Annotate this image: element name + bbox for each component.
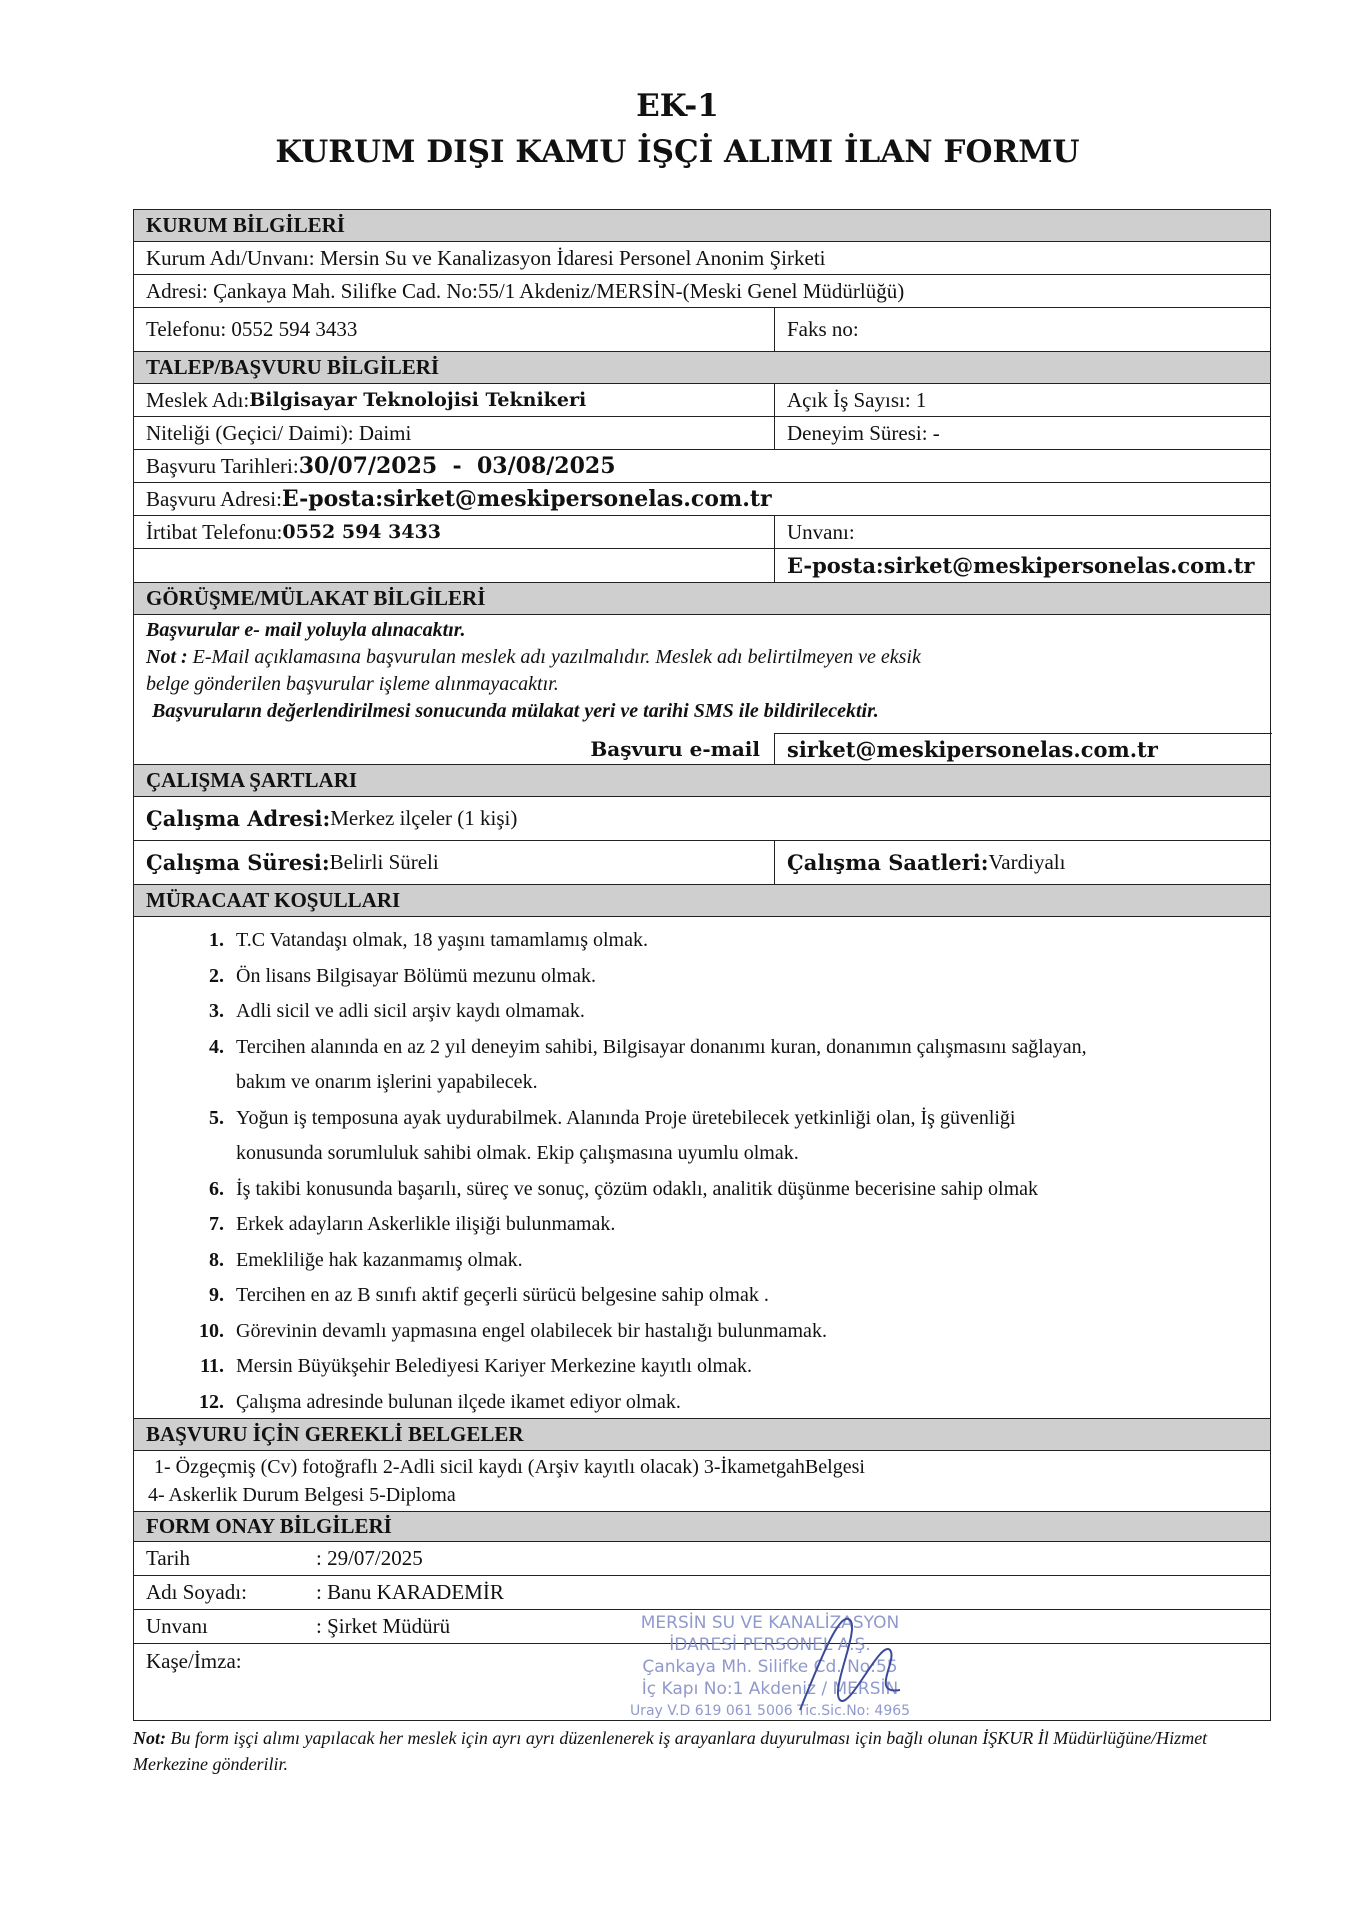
section-onay-header xyxy=(134,1512,1270,1542)
onay-label: Unvanı xyxy=(146,1614,208,1638)
stamp-line: Uray V.D 619 061 5006 Tic.Sic.No: 4965 xyxy=(629,1703,911,1719)
section-talep-header xyxy=(134,352,1270,384)
talep-meslek-row xyxy=(134,384,1270,417)
talep-eposta-row xyxy=(134,549,1270,583)
onay-row xyxy=(134,1542,1270,1576)
stamp-line: MERSİN SU VE KANALİZASYON xyxy=(640,1613,900,1633)
meslek-label: Meslek Adı: xyxy=(146,387,250,412)
section-calisma-header xyxy=(134,765,1270,797)
condition-number: 11. xyxy=(200,1355,224,1377)
talep-unvan: Unvanı: xyxy=(774,516,1272,548)
kurum-telefon: Telefonu: 0552 594 3433 xyxy=(146,317,358,341)
gorusme-line2-text: E-Mail açıklamasına başvurulan meslek adı yazılmalıdır. Meslek adı belirtilmeyen ve eksik xyxy=(192,646,921,668)
meslek-value: Bilgisayar Teknolojisi Teknikeri xyxy=(249,389,587,411)
gorusme-line3: belge gönderilen başvurular işleme alınmayacaktır. xyxy=(146,673,559,695)
condition-text: Adli sicil ve adli sicil arşiv kaydı olmamak. xyxy=(236,1000,585,1022)
stamp-line: İDARESİ PERSONEL A.Ş. xyxy=(669,1635,871,1655)
talep-adres-row xyxy=(134,483,1270,516)
condition-item xyxy=(186,1276,769,1314)
kurum-ad: Kurum Adı/Unvanı: Mersin Su ve Kanalizasyon İdaresi Personel Anonim Şirketi xyxy=(146,245,826,270)
condition-text: Tercihen alanında en az 2 yıl deneyim sahibi, Bilgisayar donanımı kuran, donanımın çalışmasını sağlayan, xyxy=(236,1035,1087,1058)
gorusme-notes xyxy=(134,615,1270,733)
condition-item xyxy=(186,992,585,1030)
calisma-saat-value: Vardiyalı xyxy=(988,850,1066,874)
condition-number: 8. xyxy=(209,1248,224,1271)
condition-item xyxy=(186,1312,827,1350)
talep-irtibat xyxy=(134,516,774,548)
condition-item xyxy=(186,1170,1038,1208)
belgeler-text xyxy=(148,1453,865,1509)
onay-label: Tarih xyxy=(146,1546,191,1570)
condition-number: 1. xyxy=(209,929,224,951)
condition-text: bakım ve onarım işlerini yapabilecek. xyxy=(236,1071,538,1093)
talep-irtibat-row xyxy=(134,516,1270,549)
form-table xyxy=(133,209,1271,1721)
condition-text: T.C Vatandaşı olmak, 18 yaşını tamamlamış olmak. xyxy=(236,929,648,951)
condition-item xyxy=(186,921,648,959)
condition-number: 2. xyxy=(209,964,224,987)
condition-number: 6. xyxy=(209,1177,224,1200)
section-title: TALEP/BAŞVURU BİLGİLERİ xyxy=(146,355,440,379)
condition-number: 10. xyxy=(199,1319,224,1342)
signature xyxy=(780,1600,920,1730)
condition-text: konusunda sorumluluk sahibi olmak. Ekip çalışmasına uyumlu olmak. xyxy=(236,1142,799,1164)
condition-text: Mersin Büyükşehir Belediyesi Kariyer Merkezine kayıtlı olmak. xyxy=(236,1355,752,1377)
talep-tarih-row xyxy=(134,450,1270,483)
calisma-adres-value: Merkez ilçeler (1 kişi) xyxy=(330,806,518,830)
calisma-adres-label: Çalışma Adresi: xyxy=(146,806,331,831)
condition-item xyxy=(186,1347,752,1385)
condition-item xyxy=(186,1205,615,1243)
condition-number: 9. xyxy=(209,1284,224,1306)
calisma-sure-label: Çalışma Süresi: xyxy=(146,850,330,875)
condition-text: Emekliliğe hak kazanmamış olmak. xyxy=(236,1248,523,1271)
adres-value: E-posta:sirket@meskipersonelas.com.tr xyxy=(281,486,772,512)
email-value: sirket@meskipersonelas.com.tr xyxy=(774,733,1272,764)
condition-number: 7. xyxy=(209,1213,224,1235)
footnote-label: Not: xyxy=(133,1728,171,1748)
kurum-adres-row xyxy=(134,275,1270,308)
condition-number: 4. xyxy=(209,1035,224,1058)
kurum-faks: Faks no: xyxy=(774,308,1272,351)
onay-value: : Banu KARADEMİR xyxy=(316,1580,504,1604)
calisma-adres-row xyxy=(134,797,1270,841)
footnote-text: Bu form işçi alımı yapılacak her meslek için ayrı ayrı düzenlenerek iş arayanlara duyurulması için bağlı olunan İŞKUR İl Müdürlüğüne/Hizmet Merkezine gönderilir. xyxy=(133,1728,1208,1774)
calisma-sure xyxy=(134,841,774,884)
kurum-adres: Adresi: Çankaya Mah. Silifke Cad. No:55/1 Akdeniz/MERSİN-(Meski Genel Müdürlüğü) xyxy=(146,278,905,303)
irtibat-value: 0552 594 3433 xyxy=(282,521,442,543)
condition-item xyxy=(186,1099,1016,1137)
section-title: MÜRACAAT KOŞULLARI xyxy=(146,888,401,912)
section-title: ÇALIŞMA ŞARTLARI xyxy=(146,768,358,792)
talep-acik-is: Açık İş Sayısı: 1 xyxy=(774,384,1272,416)
tarih-value: 30/07/2025 - 03/08/2025 xyxy=(298,453,616,479)
condition-text: Erkek adayların Askerlikle ilişiği bulunmamak. xyxy=(236,1213,616,1235)
stamp-line: Çankaya Mh. Silifke Cd. No:55 xyxy=(642,1657,898,1677)
stamp-line: İç Kapı No:1 Akdeniz / MERSİN xyxy=(641,1679,899,1699)
section-belgeler-header xyxy=(134,1419,1270,1451)
condition-text: Tercihen en az B sınıfı aktif geçerli sürücü belgesine sahip olmak . xyxy=(236,1284,769,1306)
talep-nitelik-row xyxy=(134,417,1270,450)
condition-item xyxy=(186,1063,538,1101)
belgeler-line2: 4- Askerlik Durum Belgesi 5-Diploma xyxy=(148,1484,456,1506)
calisma-adres xyxy=(134,797,1270,840)
not-label: Not : xyxy=(146,646,193,668)
condition-item xyxy=(186,1383,681,1421)
talep-nitelik: Niteliği (Geçici/ Daimi): Daimi xyxy=(146,420,412,445)
onay-value: : 29/07/2025 xyxy=(316,1546,423,1570)
talep-deneyim: Deneyim Süresi: - xyxy=(774,417,1272,449)
onay-row xyxy=(134,1576,1270,1610)
condition-text: Görevinin devamlı yapmasına engel olabilecek bir hastalığı bulunmamak. xyxy=(236,1319,827,1342)
adres-label: Başvuru Adresi: xyxy=(146,486,282,511)
condition-item xyxy=(186,1241,523,1279)
section-muracaat-header xyxy=(134,885,1270,917)
email-label: Başvuru e-mail xyxy=(590,736,760,761)
calisma-sure-value: Belirli Süreli xyxy=(329,850,439,874)
condition-item xyxy=(186,1134,799,1172)
condition-text: Ön lisans Bilgisayar Bölümü mezunu olmak. xyxy=(236,964,596,987)
footnote xyxy=(133,1725,1273,1777)
section-gorusme-header xyxy=(134,583,1270,615)
talep-meslek xyxy=(134,384,774,416)
belgeler-line1: 1- Özgeçmiş (Cv) fotoğraflı 2-Adli sicil kaydı (Arşiv kayıtlı olacak) 3-İkametgahBelgesi xyxy=(154,1456,865,1478)
doc-title: KURUM DIŞI KAMU İŞÇİ ALIMI İLAN FORMU xyxy=(275,134,1080,170)
gorusme-line4: Başvuruların değerlendirilmesi sonucunda mülakat yeri ve tarihi SMS ile bildirilecektir. xyxy=(152,700,879,722)
condition-text: Çalışma adresinde bulunan ilçede ikamet ediyor olmak. xyxy=(236,1390,681,1413)
gorusme-email-row xyxy=(134,733,1270,765)
condition-item xyxy=(186,957,596,995)
condition-number: 5. xyxy=(209,1106,224,1129)
condition-number: 12. xyxy=(199,1390,224,1413)
section-title: FORM ONAY BİLGİLERİ xyxy=(146,1514,392,1538)
onay-value: : Şirket Müdürü xyxy=(316,1614,451,1638)
kurum-telefon-row xyxy=(134,308,1270,352)
belgeler-body xyxy=(134,1451,1270,1512)
irtibat-label: İrtibat Telefonu: xyxy=(146,519,283,544)
condition-text: Yoğun iş temposuna ayak uydurabilmek. Alanında Proje üretebilecek yetkinliği olan, İş güvenliği xyxy=(236,1106,1016,1129)
doc-code: EK-1 xyxy=(636,88,719,124)
gorusme-line1: Başvurular e- mail yoluyla alınacaktır. xyxy=(146,619,466,641)
calisma-saat-label: Çalışma Saatleri: xyxy=(787,850,989,875)
section-title: GÖRÜŞME/MÜLAKAT BİLGİLERİ xyxy=(146,586,486,610)
condition-text: İş takibi konusunda başarılı, süreç ve sonuç, çözüm odaklı, analitik düşünme becerisine sahip olmak xyxy=(236,1177,1039,1200)
calisma-sure-row xyxy=(134,841,1270,885)
gorusme-text xyxy=(146,617,921,725)
talep-tarih xyxy=(134,450,1270,482)
onay-label: Adı Soyadı: xyxy=(146,1580,247,1604)
condition-item xyxy=(186,1028,1087,1066)
talep-adres xyxy=(134,483,1270,515)
onay-label: Kaşe/İmza: xyxy=(146,1648,242,1673)
gorusme-line2 xyxy=(146,644,921,671)
section-title: KURUM BİLGİLERİ xyxy=(146,213,345,237)
section-kurum-header xyxy=(134,210,1270,242)
talep-eposta: E-posta:sirket@meskipersonelas.com.tr xyxy=(774,549,1272,582)
kurum-ad-row xyxy=(134,242,1270,275)
condition-number: 3. xyxy=(209,1000,224,1022)
section-title: BAŞVURU İÇİN GEREKLİ BELGELER xyxy=(146,1422,524,1446)
tarih-label: Başvuru Tarihleri: xyxy=(146,453,299,478)
muracaat-list xyxy=(134,917,1270,1419)
calisma-saat xyxy=(774,841,1272,884)
